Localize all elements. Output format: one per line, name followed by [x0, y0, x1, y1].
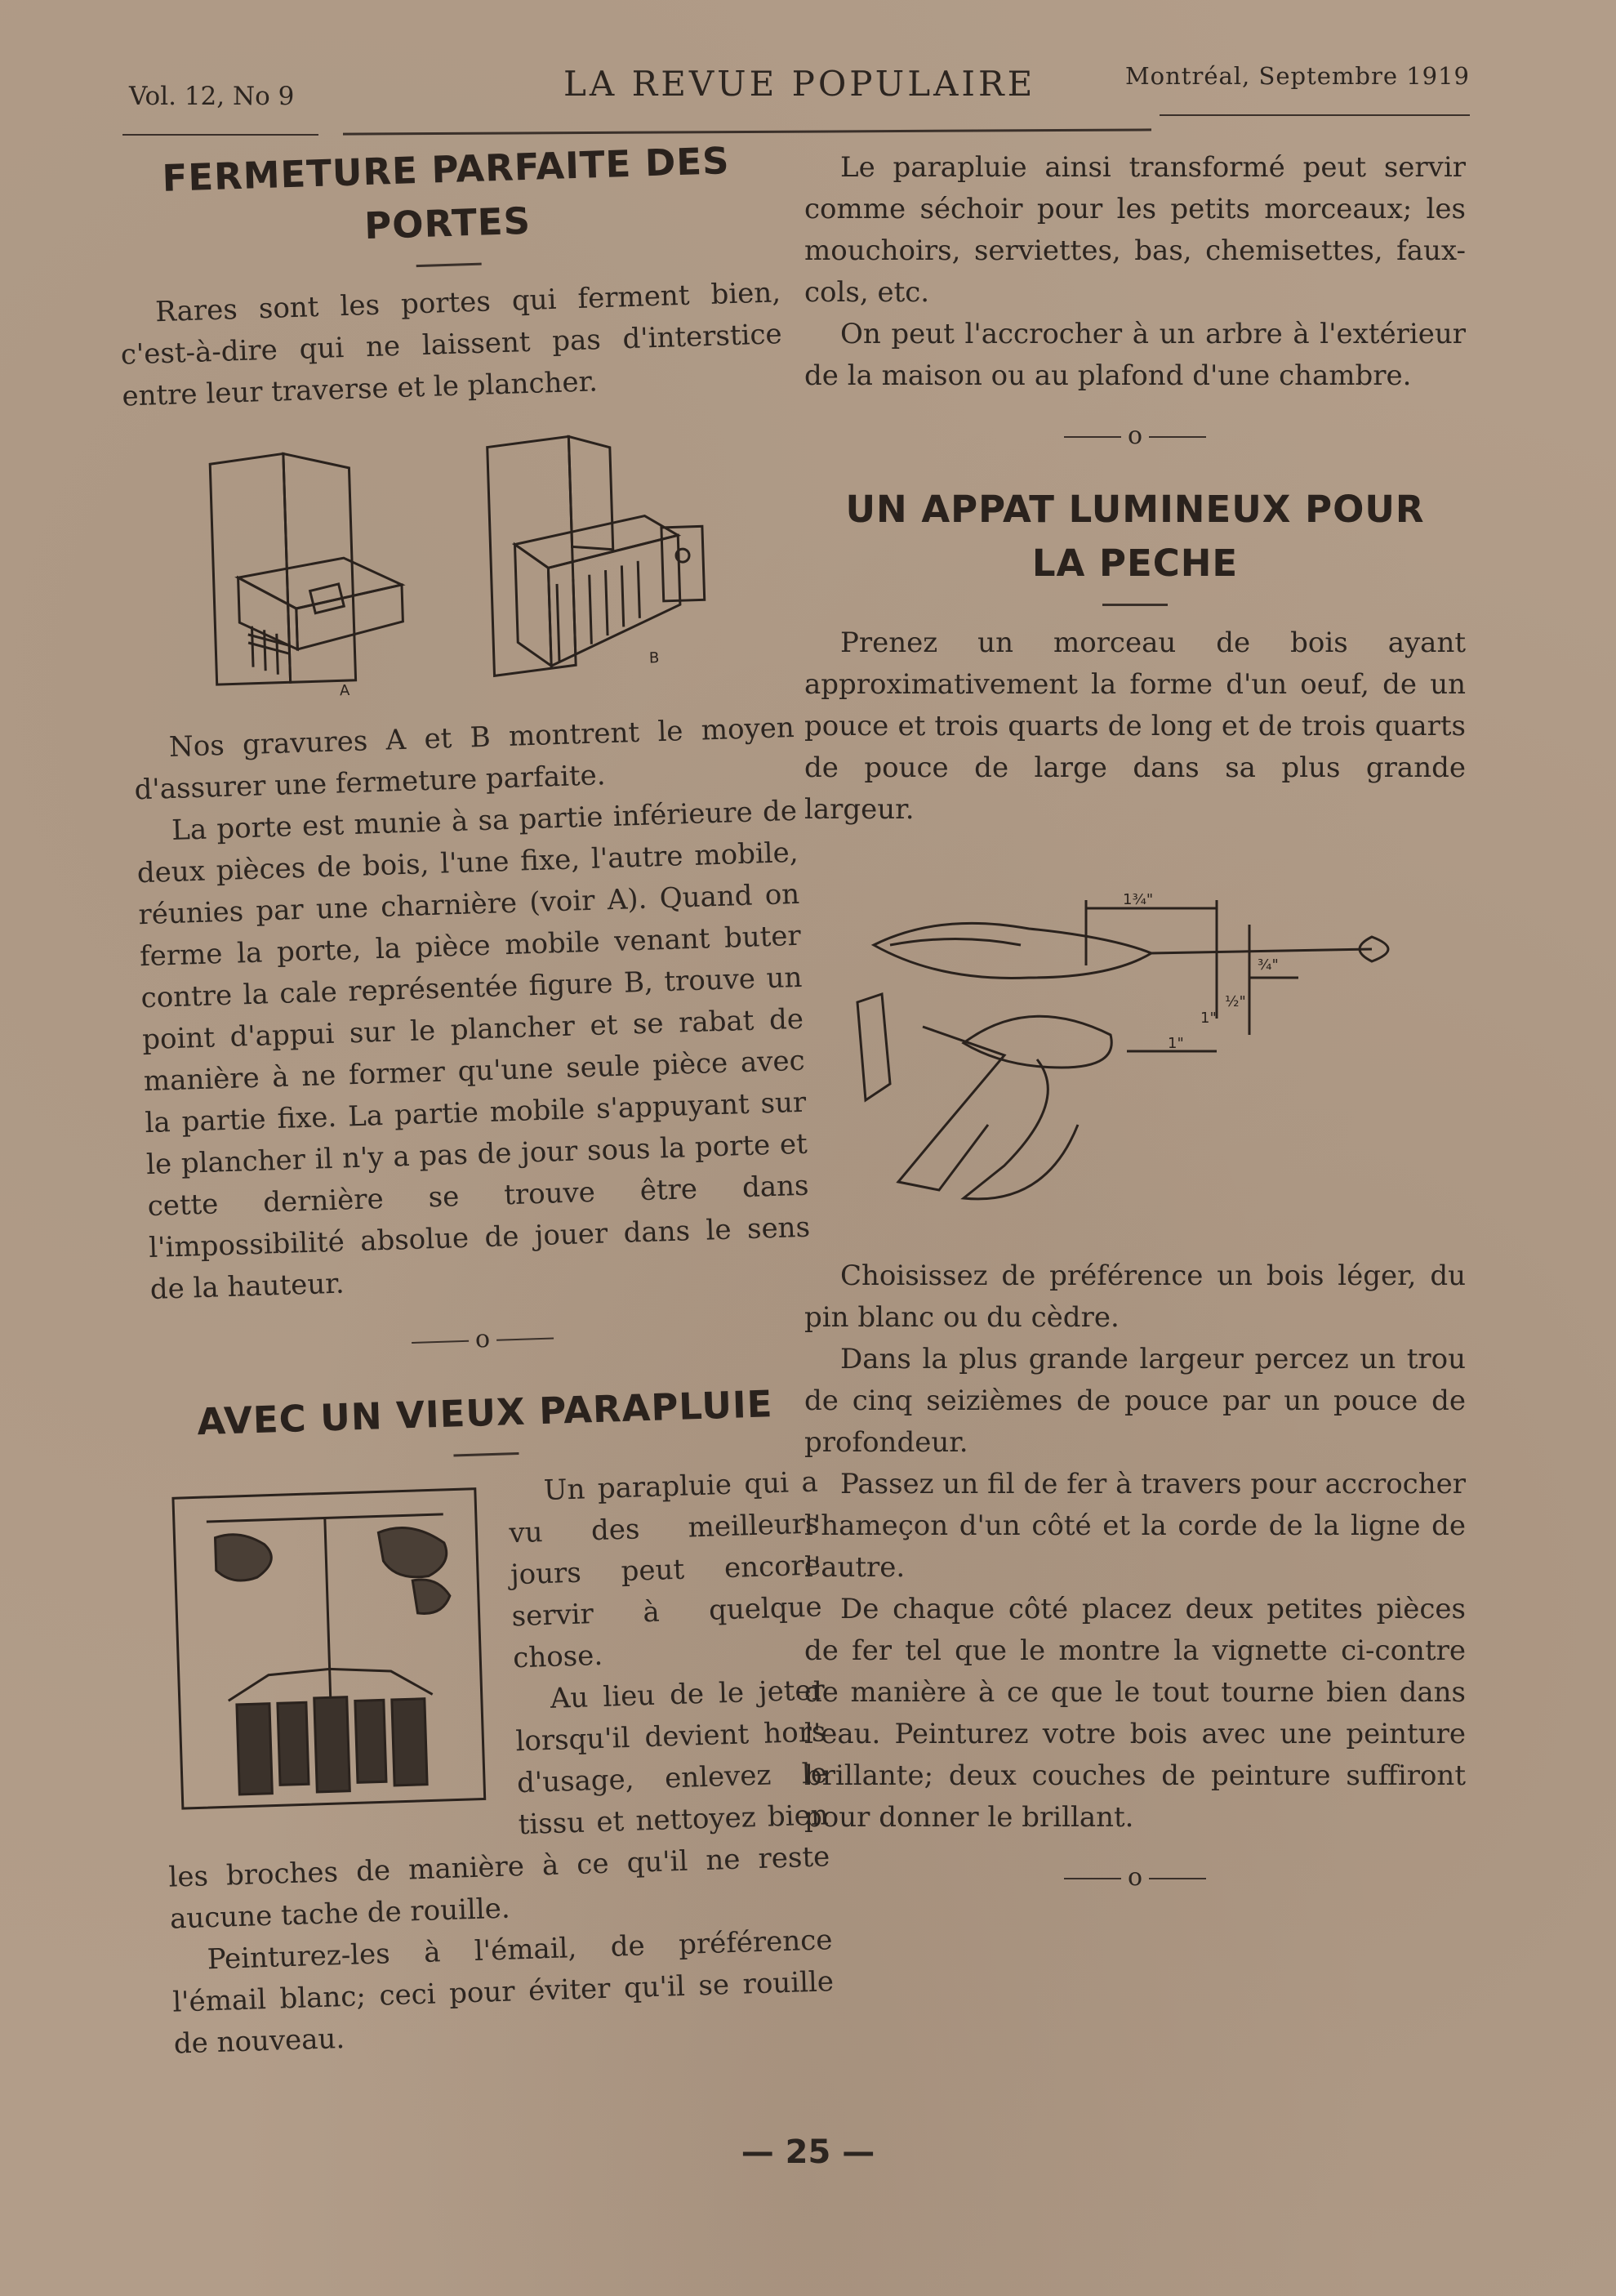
figure-label-b: B: [648, 649, 660, 667]
title-rule: [416, 263, 482, 268]
dimension-label: ½": [1225, 993, 1246, 1010]
article3-paragraph-4: Passez un fil de fer à travers pour accrocher l'hameçon d'un côté et la corde de la ligne de l'autre.: [804, 1468, 1466, 1584]
left-column: [114, 132, 838, 2129]
issue-date: Montréal, Septembre 1919: [1124, 62, 1470, 90]
article1-paragraph-1: Nos gravures A et B montrent le moyen d'assurer une fermeture parfaite.: [134, 711, 795, 807]
dimension-label: 1": [1168, 1035, 1184, 1052]
section-separator: o: [804, 1863, 1466, 1892]
fishing-lure-illustration: [841, 855, 1429, 1231]
article2-paragraph-4: Le parapluie ainsi transformé peut servir comme séchoir pour les petits morceaux; les mouchoirs, serviettes, bas, chemisettes, faux-cols, etc.: [804, 151, 1466, 309]
article2-paragraph-5: On peut l'accrocher à un arbre à l'extérieur de la maison ou au plafond d'une chambre.: [804, 318, 1466, 392]
header-rule-left: [122, 134, 318, 136]
article1-title-line2: PORTES: [363, 198, 532, 248]
right-column: [804, 147, 1466, 2091]
title-rule: [453, 1452, 519, 1457]
figure-label-a: A: [339, 682, 350, 700]
article3-paragraph-1: Prenez un morceau de bois ayant approximativement la forme d'un oeuf, de un pouce et trois quarts de long et de trois quarts de pouce de large dans sa plus grande largeur.: [804, 626, 1466, 826]
volume-number: Vol. 12, No 9: [129, 82, 295, 111]
article3-paragraph-3: Dans la plus grande largeur percez un trou de cinq seizièmes de pouce par un pouce de profondeur.: [804, 1343, 1466, 1459]
article1-paragraph-2: La porte est munie à sa partie inférieure de deux pièces de bois, l'une fixe, l'autre mobile, réunies par une charnière (voir A). Quand on ferme la porte, la pièce mobile venant buter contre la cale représentée figure B, trouve un point d'appui sur le plancher et se rabat de manière à ne former qu'une seule pièce avec la partie fixe. La partie mobile s'appuyant sur le plancher il n'y a pas de jour sous la porte et cette dernière se trouve être dans l'impossibilité absolue de jouer dans le sens de la hauteur.: [136, 794, 811, 1307]
section-separator: o: [152, 1315, 814, 1364]
article3-paragraph-5: De chaque côté placez deux petites pièces de fer tel que le montre la vignette ci-contre de manière à ce que le tout tourne bien dans l'eau. Peinturez votre bois avec une peinture brillante; deux couches de peinture suffiront pour donner le brillant.: [804, 1593, 1466, 1834]
article2-paragraph-2: Au lieu de le jeter lorsqu'il devient hors d'usage, enlevez le tissu et nettoyez bien les broches de manière à ce qu'il ne reste aucune tache de rouille.: [167, 1674, 830, 1936]
article2-title: AVEC UN VIEUX PARAPLUIE: [196, 1382, 774, 1444]
article3-title-line2: LA PECHE: [1031, 542, 1239, 585]
page-number: — 25 —: [741, 2133, 875, 2171]
dimension-label: ¾": [1258, 956, 1279, 974]
magazine-title: LA REVUE POPULAIRE: [563, 64, 1036, 104]
dimension-label: 1": [1200, 1010, 1217, 1027]
article3-title-line1: UN APPAT LUMINEUX POUR: [845, 488, 1425, 531]
running-header: [122, 49, 1470, 123]
header-rule-right: [1160, 114, 1470, 116]
article1-title: [114, 132, 779, 261]
door-closure-illustration: [185, 423, 732, 702]
article3-paragraph-2: Choisissez de préférence un bois léger, du pin blanc ou du cèdre.: [804, 1259, 1466, 1334]
title-rule: [1102, 604, 1168, 606]
article1-intro: Rares sont les portes qui ferment bien, c'est-à-dire qui ne laissent pas d'interstice entre leur traverse et le plancher.: [120, 276, 783, 413]
article2-paragraph-3: Peinturez-les à l'émail, de préférence l'émail blanc; ceci pour éviter qu'il se rouille de nouveau.: [171, 1924, 835, 2061]
article1-title-line1: FERMETURE PARFAITE DES: [161, 139, 731, 200]
dimension-label: 1¾": [1123, 891, 1154, 908]
section-separator: o: [804, 421, 1466, 450]
article2-paragraph-1: Un parapluie qui a vu des meilleurs jours peut encore servir à quelque chose.: [508, 1465, 823, 1675]
article3-title: [804, 483, 1466, 591]
umbrella-drying-rack-illustration: [165, 1480, 493, 1817]
